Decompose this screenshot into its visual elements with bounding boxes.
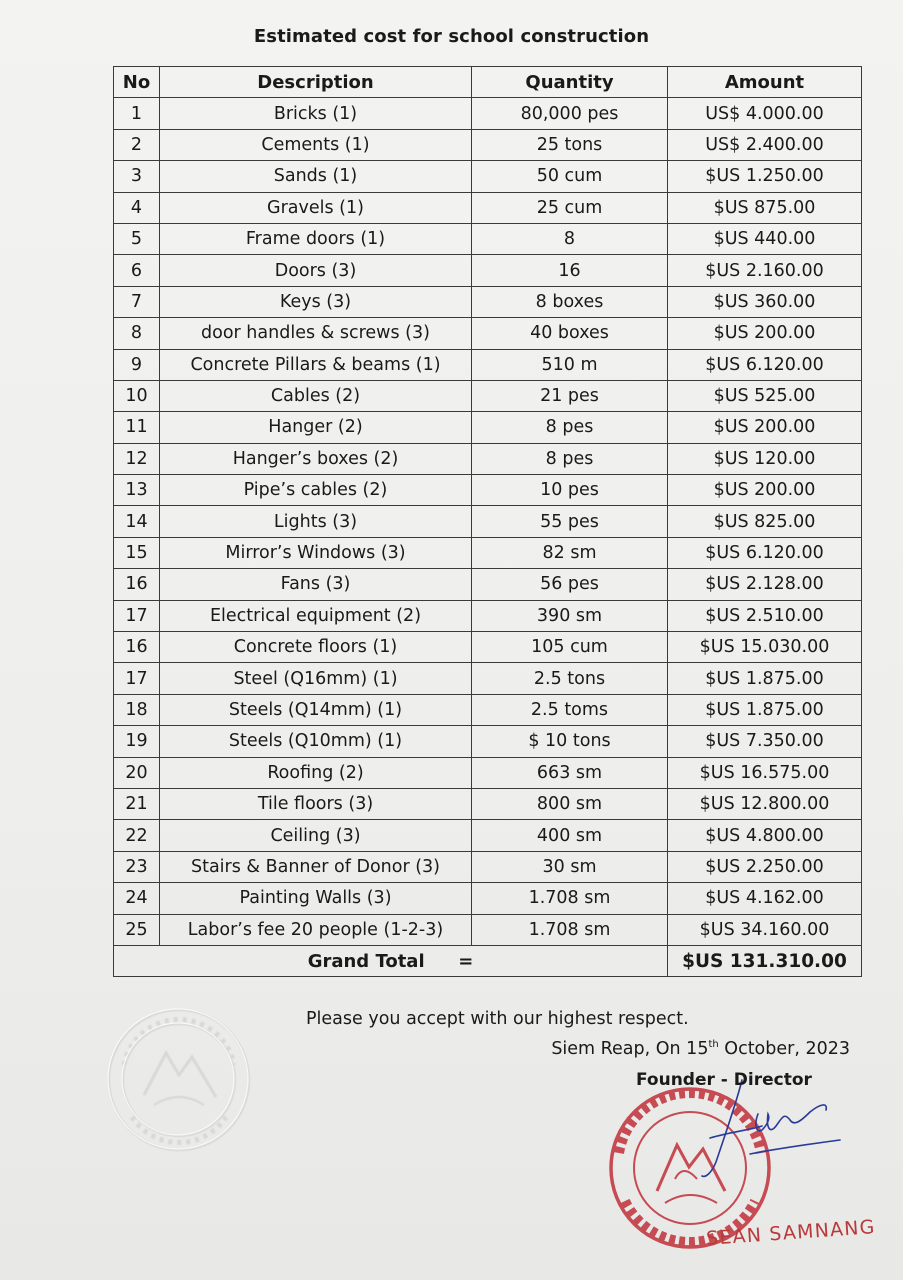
header-quantity: Quantity [472,67,668,98]
row-amount: $US 2.160.00 [668,255,862,286]
row-quantity: 50 cum [472,161,668,192]
row-amount: $US 1.875.00 [668,663,862,694]
table-row [114,161,862,192]
row-description: Ceiling (3) [160,820,472,851]
header-no: No [114,67,160,98]
row-amount: $US 120.00 [668,443,862,474]
row-quantity: 8 boxes [472,286,668,317]
row-description: Keys (3) [160,286,472,317]
grand-total-equals: = [458,950,474,972]
table-row [114,694,862,725]
row-amount: $US 360.00 [668,286,862,317]
row-quantity: 2.5 toms [472,694,668,725]
row-amount: $US 4.162.00 [668,883,862,914]
table-row [114,506,862,537]
row-number: 13 [114,475,160,506]
row-description: Steels (Q14mm) (1) [160,694,472,725]
document-title: Estimated cost for school construction [253,26,650,47]
signatory-role: Founder - Director [636,1070,812,1090]
row-quantity: 1.708 sm [472,883,668,914]
row-amount: $US 1.250.00 [668,161,862,192]
row-amount: $US 12.800.00 [668,788,862,819]
table-row [114,318,862,349]
row-amount: $US 200.00 [668,475,862,506]
table-row [114,851,862,882]
row-description: Cables (2) [160,380,472,411]
row-amount: US$ 4.000.00 [668,98,862,129]
row-number: 24 [114,883,160,914]
row-quantity: 16 [472,255,668,286]
row-number: 6 [114,255,160,286]
row-number: 12 [114,443,160,474]
row-quantity: 56 pes [472,569,668,600]
row-description: Stairs & Banner of Donor (3) [160,851,472,882]
row-number: 18 [114,694,160,725]
row-description: Fans (3) [160,569,472,600]
row-number: 4 [114,192,160,223]
row-quantity: 8 pes [472,443,668,474]
row-number: 25 [114,914,160,945]
row-description: Frame doors (1) [160,223,472,254]
row-quantity: 1.708 sm [472,914,668,945]
row-quantity: 55 pes [472,506,668,537]
table-header-row [114,67,862,98]
table-row [114,223,862,254]
table-row [114,192,862,223]
place-and-date [551,1039,850,1059]
row-amount: $US 875.00 [668,192,862,223]
row-number: 1 [114,98,160,129]
place-date-suffix: October, 2023 [718,1039,850,1059]
row-amount: $US 6.120.00 [668,349,862,380]
row-number: 17 [114,600,160,631]
closing-statement: Please you accept with our highest respect. [306,1009,689,1029]
row-number: 11 [114,412,160,443]
row-description: door handles & screws (3) [160,318,472,349]
row-number: 16 [114,569,160,600]
row-quantity: 800 sm [472,788,668,819]
table-row [114,914,862,945]
row-quantity: 8 pes [472,412,668,443]
row-amount: $US 2.128.00 [668,569,862,600]
row-number: 14 [114,506,160,537]
table-row [114,475,862,506]
row-quantity: 25 cum [472,192,668,223]
table-row [114,569,862,600]
header-description: Description [160,67,472,98]
row-quantity: 82 sm [472,537,668,568]
row-number: 20 [114,757,160,788]
row-description: Cements (1) [160,129,472,160]
row-description: Sands (1) [160,161,472,192]
date-ordinal-suffix: th [708,1039,719,1051]
row-amount: $US 2.250.00 [668,851,862,882]
row-description: Labor’s fee 20 people (1-2-3) [160,914,472,945]
row-description: Bricks (1) [160,98,472,129]
row-number: 10 [114,380,160,411]
table-row [114,537,862,568]
row-quantity: 400 sm [472,820,668,851]
grand-total-label-cell [114,945,668,976]
row-number: 9 [114,349,160,380]
embossed-seal [104,1005,254,1155]
row-number: 3 [114,161,160,192]
row-number: 2 [114,129,160,160]
row-number: 8 [114,318,160,349]
row-description: Mirror’s Windows (3) [160,537,472,568]
row-amount: $US 825.00 [668,506,862,537]
row-quantity: 25 tons [472,129,668,160]
row-quantity: 105 cum [472,632,668,663]
row-description: Lights (3) [160,506,472,537]
table-body [114,98,862,946]
table-row [114,663,862,694]
row-amount: $US 34.160.00 [668,914,862,945]
row-quantity: 40 boxes [472,318,668,349]
row-amount: $US 200.00 [668,318,862,349]
table-row [114,412,862,443]
table-row [114,632,862,663]
row-number: 23 [114,851,160,882]
row-amount: US$ 2.400.00 [668,129,862,160]
table-row [114,380,862,411]
row-description: Doors (3) [160,255,472,286]
table-row [114,349,862,380]
row-number: 19 [114,726,160,757]
row-amount: $US 200.00 [668,412,862,443]
table-row [114,600,862,631]
table-row [114,129,862,160]
table-row [114,98,862,129]
row-quantity: 2.5 tons [472,663,668,694]
row-description: Electrical equipment (2) [160,600,472,631]
row-quantity: 21 pes [472,380,668,411]
row-number: 15 [114,537,160,568]
row-amount: $US 7.350.00 [668,726,862,757]
row-description: Tile floors (3) [160,788,472,819]
row-amount: $US 4.800.00 [668,820,862,851]
row-description: Steel (Q16mm) (1) [160,663,472,694]
row-description: Roofing (2) [160,757,472,788]
table-row [114,883,862,914]
row-description: Steels (Q10mm) (1) [160,726,472,757]
row-amount: $US 6.120.00 [668,537,862,568]
row-number: 22 [114,820,160,851]
handwritten-signature [650,1074,850,1184]
table-row [114,788,862,819]
row-quantity: 80,000 pes [472,98,668,129]
row-amount: $US 2.510.00 [668,600,862,631]
place-date-prefix: Siem Reap, On 15 [551,1039,709,1059]
row-number: 5 [114,223,160,254]
row-description: Hanger (2) [160,412,472,443]
table-row [114,726,862,757]
row-number: 21 [114,788,160,819]
row-quantity: $ 10 tons [472,726,668,757]
table-row [114,255,862,286]
row-amount: $US 440.00 [668,223,862,254]
table-row [114,757,862,788]
table-row [114,820,862,851]
table-row [114,443,862,474]
row-description: Concrete Pillars & beams (1) [160,349,472,380]
row-quantity: 10 pes [472,475,668,506]
row-number: 17 [114,663,160,694]
table-row [114,286,862,317]
row-description: Painting Walls (3) [160,883,472,914]
signatory-name: SEAN SAMNANG [705,1216,877,1250]
grand-total-row [114,945,862,976]
row-description: Gravels (1) [160,192,472,223]
row-description: Pipe’s cables (2) [160,475,472,506]
row-amount: $US 1.875.00 [668,694,862,725]
row-amount: $US 525.00 [668,380,862,411]
row-number: 7 [114,286,160,317]
header-amount: Amount [668,67,862,98]
row-quantity: 8 [472,223,668,254]
cost-table [113,66,862,977]
row-amount: $US 16.575.00 [668,757,862,788]
grand-total-label: Grand Total [307,950,425,972]
row-number: 16 [114,632,160,663]
row-description: Concrete floors (1) [160,632,472,663]
row-quantity: 30 sm [472,851,668,882]
row-amount: $US 15.030.00 [668,632,862,663]
grand-total-amount: $US 131.310.00 [668,945,862,976]
row-quantity: 390 sm [472,600,668,631]
row-description: Hanger’s boxes (2) [160,443,472,474]
row-quantity: 510 m [472,349,668,380]
row-quantity: 663 sm [472,757,668,788]
